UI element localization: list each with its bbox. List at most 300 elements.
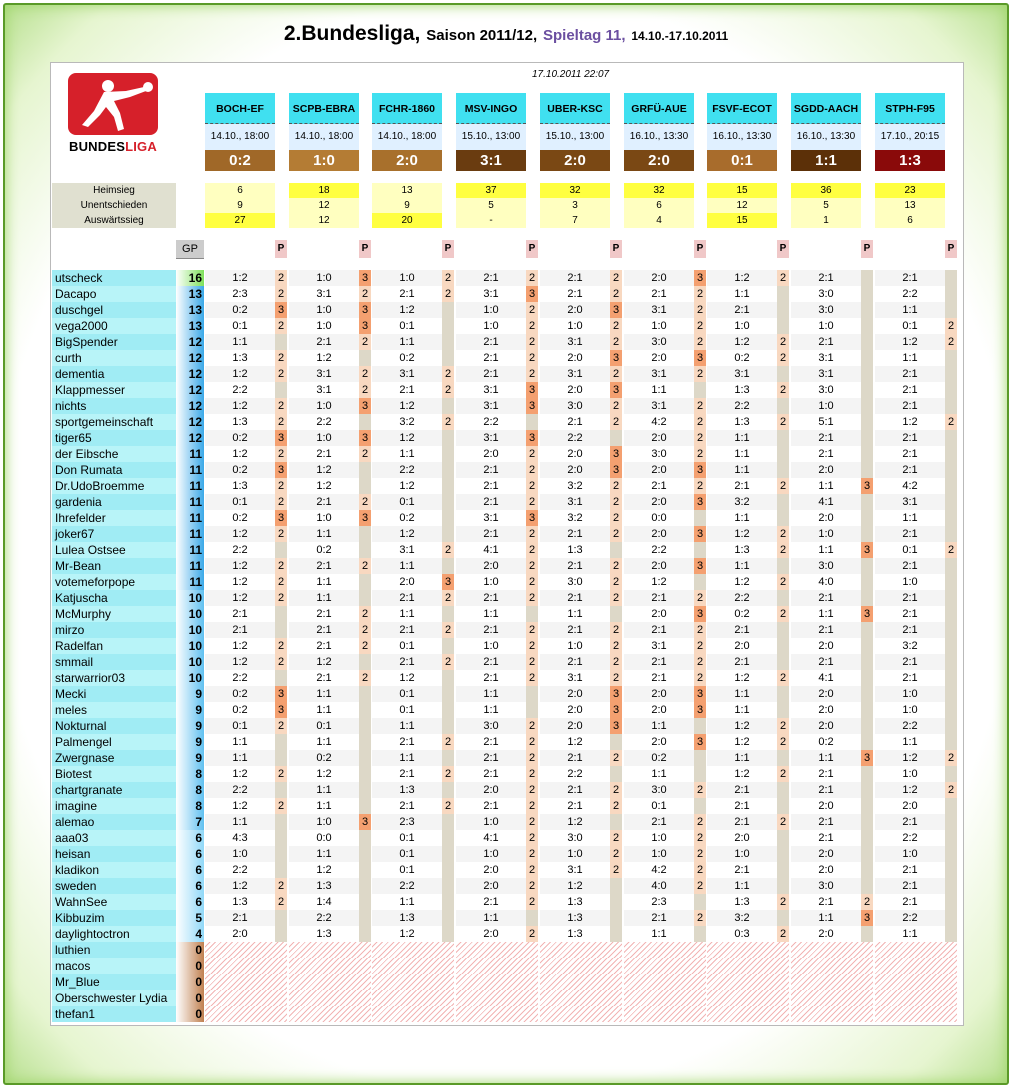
tip-cell: 2:1	[540, 654, 610, 670]
points-cell	[610, 430, 622, 446]
tip-cell: 3:0	[791, 558, 861, 574]
tip-cell: 2:1	[707, 798, 777, 814]
points-cell	[442, 350, 454, 366]
points-cell	[526, 414, 538, 430]
points-cell: 2	[694, 654, 706, 670]
player-name: sweden	[52, 878, 176, 894]
tip-cell: 2:1	[875, 670, 945, 686]
points-cell: 3	[610, 302, 622, 318]
tip-cell: 2:0	[456, 926, 526, 942]
player-gp: 0	[176, 958, 204, 974]
points-cell	[442, 702, 454, 718]
tip-cell: 2:0	[791, 462, 861, 478]
points-cell	[861, 510, 873, 526]
points-cell: 2	[526, 862, 538, 878]
points-cell: 2	[275, 574, 287, 590]
points-cell	[777, 654, 789, 670]
points-cell	[275, 862, 287, 878]
season-label: Saison 2011/12,	[426, 27, 538, 44]
tip-cell: 2:0	[707, 830, 777, 846]
points-cell: 2	[359, 286, 371, 302]
points-cell	[442, 478, 454, 494]
player-gp: 10	[176, 606, 204, 622]
points-cell	[945, 382, 957, 398]
stat-label-home: Heimsieg	[52, 183, 176, 198]
tip-cell: 1:3	[289, 878, 359, 894]
tip-cell: 1:2	[289, 766, 359, 782]
points-cell	[526, 686, 538, 702]
points-cell: 2	[359, 558, 371, 574]
points-cell	[945, 606, 957, 622]
points-cell: 2	[777, 414, 789, 430]
tip-cell: 2:1	[289, 670, 359, 686]
no-tip-cell	[205, 942, 287, 958]
points-cell	[442, 782, 454, 798]
points-cell	[945, 638, 957, 654]
points-cell	[861, 334, 873, 350]
tip-cell: 2:0	[624, 462, 694, 478]
player-gp: 8	[176, 782, 204, 798]
points-cell: 3	[610, 382, 622, 398]
points-cell	[945, 558, 957, 574]
tip-cell: 2:1	[791, 430, 861, 446]
points-cell	[442, 462, 454, 478]
player-gp: 12	[176, 382, 204, 398]
tip-cell: 1:2	[707, 270, 777, 286]
points-cell	[359, 782, 371, 798]
points-cell	[442, 718, 454, 734]
points-cell	[777, 462, 789, 478]
points-cell	[945, 926, 957, 942]
points-cell: 2	[610, 846, 622, 862]
points-cell	[945, 366, 957, 382]
tip-cell: 1:2	[205, 590, 275, 606]
match-code: SCPB-EBRA	[289, 93, 359, 124]
points-cell: 2	[526, 270, 538, 286]
tip-cell: 1:1	[875, 510, 945, 526]
tip-cell: 1:0	[624, 846, 694, 862]
player-name: daylightoctron	[52, 926, 176, 942]
tip-cell: 3:1	[624, 638, 694, 654]
tip-cell: 1:2	[707, 670, 777, 686]
no-tip-cell	[624, 974, 706, 990]
player-name: tiger65	[52, 430, 176, 446]
player-name: Klappmesser	[52, 382, 176, 398]
tip-cell: 1:1	[875, 734, 945, 750]
match-date: 16.10., 13:30	[707, 124, 777, 150]
player-name: der Eibsche	[52, 446, 176, 462]
tip-cell: 2:0	[624, 734, 694, 750]
tip-cell: 2:1	[205, 622, 275, 638]
points-column-header: P	[945, 240, 957, 258]
tip-cell: 3:1	[456, 510, 526, 526]
points-cell: 3	[275, 430, 287, 446]
stat-value: 12	[289, 198, 359, 213]
player-name: Kibbuzim	[52, 910, 176, 926]
points-cell	[359, 542, 371, 558]
points-cell	[694, 798, 706, 814]
tip-cell: 2:1	[707, 622, 777, 638]
tip-cell: 1:2	[540, 878, 610, 894]
tip-cell: 2:0	[624, 606, 694, 622]
tip-cell: 2:0	[791, 862, 861, 878]
tip-cell: 2:1	[372, 590, 442, 606]
points-cell	[610, 542, 622, 558]
player-gp: 6	[176, 846, 204, 862]
points-cell: 2	[275, 478, 287, 494]
tip-cell: 2:0	[624, 350, 694, 366]
points-cell	[442, 446, 454, 462]
points-column-header: P	[861, 240, 873, 258]
tip-cell: 2:2	[875, 910, 945, 926]
points-cell	[359, 798, 371, 814]
tip-cell: 0:2	[205, 302, 275, 318]
match-header	[456, 93, 526, 171]
points-cell: 2	[359, 334, 371, 350]
tip-cell: 1:2	[372, 670, 442, 686]
no-tip-cell	[456, 990, 538, 1006]
points-cell	[861, 270, 873, 286]
tip-cell: 5:1	[791, 414, 861, 430]
tip-cell: 2:2	[372, 462, 442, 478]
points-cell	[442, 862, 454, 878]
tip-cell: 1:3	[372, 910, 442, 926]
points-cell: 2	[694, 910, 706, 926]
tip-cell: 4:2	[875, 478, 945, 494]
points-cell	[945, 830, 957, 846]
points-cell: 3	[694, 494, 706, 510]
logo-wordmark: BUNDESLIGA	[69, 139, 157, 154]
points-cell	[442, 494, 454, 510]
tip-cell: 1:2	[205, 558, 275, 574]
no-tip-cell	[540, 974, 622, 990]
points-cell: 2	[275, 446, 287, 462]
player-name: smmail	[52, 654, 176, 670]
tip-cell: 3:1	[624, 366, 694, 382]
points-column-header: P	[610, 240, 622, 258]
tip-cell: 3:1	[540, 366, 610, 382]
tip-cell: 0:2	[205, 430, 275, 446]
points-cell	[861, 830, 873, 846]
points-cell	[945, 430, 957, 446]
tip-cell: 2:1	[372, 382, 442, 398]
points-cell: 2	[777, 270, 789, 286]
points-cell	[777, 318, 789, 334]
points-cell	[359, 894, 371, 910]
tip-cell: 2:2	[875, 286, 945, 302]
tip-cell: 1:2	[205, 654, 275, 670]
no-tip-cell	[791, 958, 873, 974]
points-cell	[442, 334, 454, 350]
points-cell	[777, 286, 789, 302]
tip-cell: 3:1	[456, 286, 526, 302]
tip-cell: 3:1	[540, 862, 610, 878]
points-cell: 2	[275, 654, 287, 670]
tip-cell: 2:1	[707, 302, 777, 318]
points-cell	[694, 542, 706, 558]
tip-cell: 1:1	[707, 878, 777, 894]
tip-cell: 2:1	[875, 366, 945, 382]
tip-cell: 0:0	[624, 510, 694, 526]
tip-cell: 2:1	[875, 606, 945, 622]
points-cell: 2	[610, 494, 622, 510]
match-score: 1:3	[875, 150, 945, 171]
tip-cell: 3:1	[540, 334, 610, 350]
match-score: 1:1	[791, 150, 861, 171]
points-cell: 2	[777, 574, 789, 590]
points-cell	[945, 734, 957, 750]
match-score: 3:1	[456, 150, 526, 171]
points-cell	[861, 366, 873, 382]
tip-cell: 1:1	[205, 734, 275, 750]
points-cell: 2	[442, 366, 454, 382]
points-cell: 2	[526, 734, 538, 750]
tip-cell: 3:0	[540, 398, 610, 414]
player-name: Katjuscha	[52, 590, 176, 606]
match-code: MSV-INGO	[456, 93, 526, 124]
tip-cell: 3:0	[791, 302, 861, 318]
tip-cell: 1:2	[707, 334, 777, 350]
tip-cell: 2:2	[289, 414, 359, 430]
player-name: thefan1	[52, 1006, 176, 1022]
points-cell	[777, 622, 789, 638]
points-cell	[861, 798, 873, 814]
tip-cell: 2:1	[456, 750, 526, 766]
no-tip-cell	[456, 942, 538, 958]
tip-cell: 1:3	[707, 542, 777, 558]
tip-cell: 2:1	[791, 446, 861, 462]
points-cell: 2	[694, 318, 706, 334]
no-tip-cell	[205, 990, 287, 1006]
points-cell: 2	[275, 270, 287, 286]
points-cell: 2	[610, 334, 622, 350]
tip-cell: 1:1	[707, 702, 777, 718]
points-cell: 2	[526, 830, 538, 846]
points-cell: 2	[275, 526, 287, 542]
points-cell	[861, 782, 873, 798]
points-cell: 3	[694, 526, 706, 542]
stat-value: 3	[540, 198, 610, 213]
player-name: Radelfan	[52, 638, 176, 654]
points-cell: 2	[442, 590, 454, 606]
points-cell	[359, 686, 371, 702]
tip-cell: 1:2	[372, 478, 442, 494]
points-cell: 2	[610, 526, 622, 542]
tip-cell: 2:1	[624, 814, 694, 830]
tip-cell: 3:2	[540, 510, 610, 526]
no-tip-cell	[540, 958, 622, 974]
tip-cell: 1:0	[791, 318, 861, 334]
tip-cell: 2:1	[456, 670, 526, 686]
points-cell	[526, 606, 538, 622]
points-cell	[777, 558, 789, 574]
tip-cell: 4:2	[624, 862, 694, 878]
tip-cell: 1:3	[540, 542, 610, 558]
tip-cell: 1:1	[791, 606, 861, 622]
points-cell: 2	[275, 718, 287, 734]
tip-cell: 1:0	[289, 302, 359, 318]
tip-cell: 1:0	[875, 574, 945, 590]
tip-cell: 1:2	[205, 366, 275, 382]
tip-cell: 4:1	[791, 670, 861, 686]
tip-cell: 1:1	[289, 702, 359, 718]
date-range: 14.10.-17.10.2011	[631, 29, 729, 43]
tip-cell: 3:1	[456, 382, 526, 398]
tip-cell: 2:2	[875, 830, 945, 846]
tip-cell: 2:0	[540, 462, 610, 478]
tip-cell: 2:2	[205, 382, 275, 398]
tip-cell: 1:1	[875, 926, 945, 942]
tip-cell: 1:2	[707, 734, 777, 750]
no-tip-cell	[372, 1006, 454, 1022]
player-name: nichts	[52, 398, 176, 414]
points-cell: 2	[526, 926, 538, 942]
points-cell	[359, 462, 371, 478]
points-cell	[694, 750, 706, 766]
stat-labels	[52, 183, 176, 228]
points-cell	[861, 302, 873, 318]
tip-cell: 2:1	[372, 798, 442, 814]
points-cell	[861, 926, 873, 942]
tip-cell: 0:1	[372, 862, 442, 878]
points-cell: 2	[777, 766, 789, 782]
player-name: starwarrior03	[52, 670, 176, 686]
tip-cell: 2:1	[791, 894, 861, 910]
tip-cell: 1:3	[707, 894, 777, 910]
tip-cell: 2:2	[289, 910, 359, 926]
stat-value: 9	[372, 198, 442, 213]
tip-cell: 1:1	[875, 350, 945, 366]
player-gp: 0	[176, 1006, 204, 1022]
points-cell	[610, 926, 622, 942]
tip-cell: 1:2	[205, 398, 275, 414]
tip-cell: 2:1	[456, 894, 526, 910]
tip-cell: 1:2	[875, 414, 945, 430]
tip-cell: 2:1	[875, 430, 945, 446]
tip-cell: 1:2	[372, 526, 442, 542]
player-gp: 0	[176, 990, 204, 1006]
tip-cell: 2:0	[624, 430, 694, 446]
points-cell	[861, 622, 873, 638]
tip-cell: 2:1	[456, 766, 526, 782]
matchday-label: Spieltag 11,	[542, 27, 626, 44]
points-cell	[945, 622, 957, 638]
tip-cell: 1:1	[707, 558, 777, 574]
tip-cell: 2:0	[791, 638, 861, 654]
tip-cell: 4:3	[205, 830, 275, 846]
tip-cell: 2:1	[540, 526, 610, 542]
points-cell	[442, 846, 454, 862]
points-cell	[275, 734, 287, 750]
points-cell: 2	[777, 526, 789, 542]
player-name: alemao	[52, 814, 176, 830]
player-gp: 13	[176, 318, 204, 334]
match-score: 2:0	[540, 150, 610, 171]
points-cell: 2	[275, 878, 287, 894]
tip-cell: 1:1	[624, 926, 694, 942]
points-cell	[861, 382, 873, 398]
player-gp: 11	[176, 526, 204, 542]
player-name: chartgranate	[52, 782, 176, 798]
points-cell	[945, 686, 957, 702]
points-cell: 3	[526, 430, 538, 446]
points-cell	[945, 862, 957, 878]
points-cell: 2	[777, 606, 789, 622]
points-cell: 2	[526, 814, 538, 830]
tip-cell: 0:2	[205, 510, 275, 526]
points-column-header: P	[694, 240, 706, 258]
points-cell	[359, 846, 371, 862]
tip-cell: 1:1	[289, 782, 359, 798]
tip-cell: 3:1	[289, 382, 359, 398]
points-cell: 3	[359, 270, 371, 286]
points-cell: 3	[610, 702, 622, 718]
no-tip-cell	[372, 958, 454, 974]
tip-cell: 1:3	[205, 894, 275, 910]
tip-cell: 0:1	[875, 318, 945, 334]
tip-cell: 2:1	[456, 494, 526, 510]
points-cell: 3	[861, 542, 873, 558]
tip-cell: 1:3	[707, 414, 777, 430]
tip-cell: 2:0	[791, 846, 861, 862]
points-cell: 2	[526, 750, 538, 766]
points-cell	[694, 382, 706, 398]
match-header	[791, 93, 861, 171]
tip-cell: 1:3	[540, 926, 610, 942]
points-cell	[777, 798, 789, 814]
points-cell	[945, 814, 957, 830]
points-cell	[945, 670, 957, 686]
tip-cell: 3:1	[624, 398, 694, 414]
points-cell	[275, 926, 287, 942]
tip-cell: 0:2	[707, 350, 777, 366]
tip-cell: 1:1	[289, 686, 359, 702]
tip-cell: 1:1	[456, 686, 526, 702]
tip-cell: 2:0	[205, 926, 275, 942]
player-name: McMurphy	[52, 606, 176, 622]
player-gp: 12	[176, 366, 204, 382]
no-tip-cell	[791, 1006, 873, 1022]
match-code: BOCH-EF	[205, 93, 275, 124]
tip-cell: 2:1	[540, 750, 610, 766]
points-cell: 2	[442, 734, 454, 750]
tip-cell: 3:0	[791, 382, 861, 398]
points-cell	[610, 766, 622, 782]
points-cell: 2	[526, 318, 538, 334]
tip-cell: 1:0	[372, 270, 442, 286]
points-cell: 2	[275, 766, 287, 782]
tip-cell: 1:0	[707, 846, 777, 862]
points-cell: 2	[610, 398, 622, 414]
points-cell	[442, 606, 454, 622]
points-cell	[359, 878, 371, 894]
tip-cell: 2:0	[791, 702, 861, 718]
tip-cell: 2:1	[624, 910, 694, 926]
tip-cell: 1:1	[791, 910, 861, 926]
tip-cell: 2:1	[456, 334, 526, 350]
points-cell	[359, 590, 371, 606]
tip-cell: 1:1	[289, 734, 359, 750]
points-cell: 2	[945, 750, 957, 766]
no-tip-cell	[707, 974, 789, 990]
player-name: vega2000	[52, 318, 176, 334]
tip-cell: 2:0	[791, 718, 861, 734]
match-date: 14.10., 18:00	[372, 124, 442, 150]
tip-cell: 3:1	[707, 366, 777, 382]
tip-cell: 2:2	[707, 398, 777, 414]
points-cell	[945, 702, 957, 718]
player-name: duschgel	[52, 302, 176, 318]
